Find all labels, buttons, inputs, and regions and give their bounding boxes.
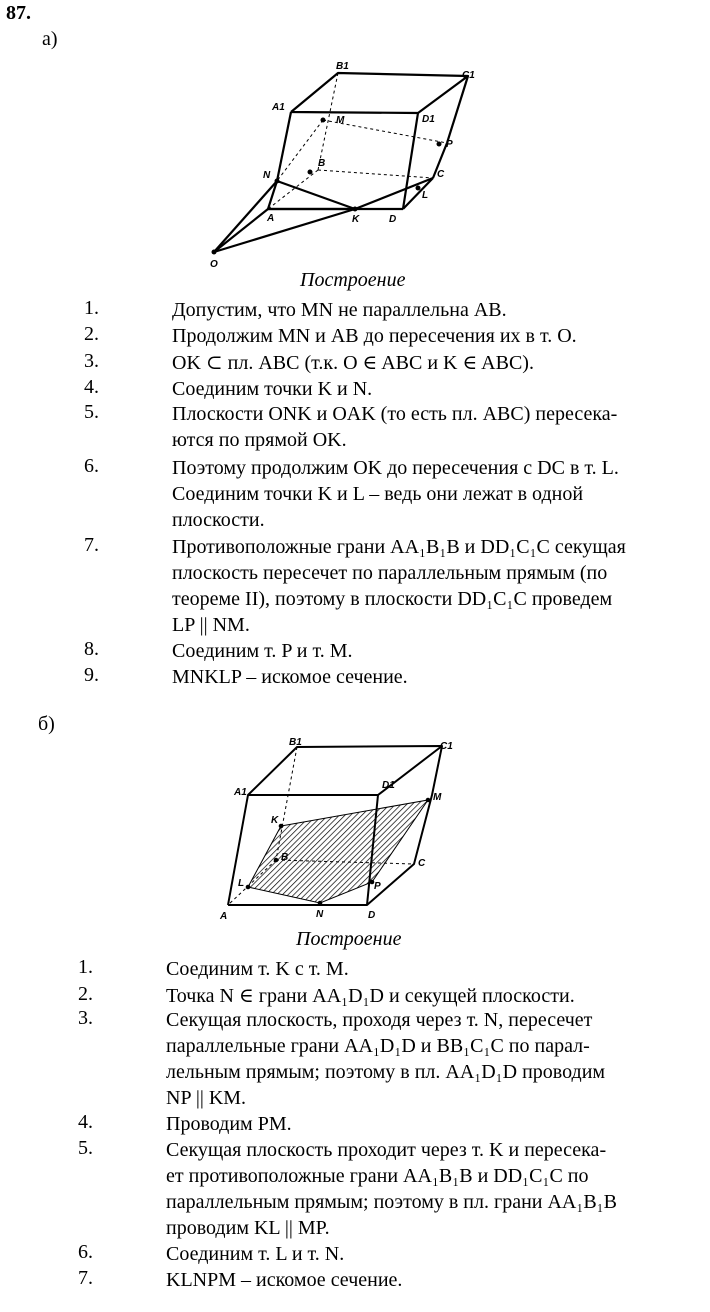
step-b-1-text: Соединим т. K с т. M.: [166, 958, 349, 980]
step-a-6-number: 6.: [84, 455, 99, 477]
label-A1: A1: [272, 102, 285, 113]
label-B1-b: B1: [289, 737, 302, 748]
step-b-7-text: KLNPM – искомое сечение.: [166, 1269, 403, 1291]
label-L-b: L: [238, 878, 245, 889]
label-B-b: B: [281, 852, 289, 863]
figure-b: [215, 730, 475, 930]
step-a-6-text: Поэтому продолжим OK до пересечения с DC в т. L. Соединим точки K и L – ведь они лежат в одной плоскости.: [172, 457, 619, 531]
step-a-5-text: Плоскости ONK и OAK (то есть пл. ABC) пересека- ются по прямой OK.: [172, 403, 618, 451]
figure-a: [200, 55, 500, 275]
label-N: N: [263, 170, 271, 181]
label-D: D: [389, 214, 397, 225]
label-K-b: K: [271, 815, 279, 826]
label-C1-b: C1: [440, 741, 453, 752]
step-a-7-number: 7.: [84, 534, 99, 556]
label-D-b: D: [368, 910, 376, 921]
step-a-8-number: 8.: [84, 638, 99, 660]
step-b-1-number: 1.: [78, 956, 93, 978]
step-a-9-number: 9.: [84, 664, 99, 686]
step-b-4-text: Проводим PM.: [166, 1113, 292, 1135]
label-C: C: [437, 169, 445, 180]
label-A-b: A: [220, 911, 228, 922]
step-a-9-text: MNKLP – искомое сечение.: [172, 666, 408, 688]
label-M: M: [336, 115, 345, 126]
step-a-2-number: 2.: [84, 323, 99, 345]
step-b-3-number: 3.: [78, 1007, 93, 1029]
step-a-4-text: Соединим точки K и N.: [172, 378, 373, 400]
step-b-3-text: Секущая плоскость, проходя через т. N, пересечет параллельные грани AA₁D₁D и BB₁C₁C по парал- лельным прямым; поэтому в пл. AA₁D₁D проводим NP || KM.: [166, 1009, 606, 1109]
step-a-1-number: 1.: [84, 297, 99, 319]
step-b-6-number: 6.: [78, 1241, 93, 1263]
step-b-2-text: Точка N ∈ грани AA₁D₁D и секущей плоскости.: [166, 985, 575, 1007]
step-a-7-text: Противоположные грани AA₁B₁B и DD₁C₁C секущая плоскость пересечет по параллельным прямым (по теореме II), поэтому в плоскости DD₁C₁C проведем LP || NM.: [172, 536, 626, 636]
step-a-3-number: 3.: [84, 350, 99, 372]
step-a-5-number: 5.: [84, 401, 99, 423]
step-a-1-text: Допустим, что MN не параллельна AB.: [172, 299, 507, 321]
step-b-4-number: 4.: [78, 1111, 93, 1133]
step-b-7-number: 7.: [78, 1267, 93, 1289]
label-A1-b: A1: [234, 787, 247, 798]
label-P: P: [446, 139, 453, 150]
label-C1: C1: [462, 70, 475, 81]
label-O: O: [210, 259, 218, 270]
label-D1-b: D1: [382, 780, 395, 791]
problem-number: 87.: [6, 2, 31, 24]
label-A: A: [267, 213, 275, 224]
label-N-b: N: [316, 909, 324, 920]
label-B: B: [318, 158, 326, 169]
step-b-5-number: 5.: [78, 1137, 93, 1159]
label-M-b: M: [433, 792, 442, 803]
step-b-2-number: 2.: [78, 983, 93, 1005]
step-b-5-text: Секущая плоскость проходит через т. K и пересека- ет противоположные грани AA₁B₁B и DD₁C₁C по параллельным прямым; поэтому в пл. грани AA₁B₁B проводим KL || MP.: [166, 1139, 617, 1239]
step-a-4-number: 4.: [84, 376, 99, 398]
step-a-3-text: OK ⊂ пл. ABC (т.к. O ∈ ABC и K ∈ ABC).: [172, 352, 534, 374]
label-L: L: [422, 190, 429, 201]
label-P-b: P: [374, 881, 381, 892]
label-B1: B1: [336, 61, 349, 72]
edge-solid-a: [291, 73, 468, 113]
label-D1: D1: [422, 114, 435, 125]
part-b-label: б): [38, 713, 55, 735]
caption-b: Построение: [296, 928, 402, 950]
step-a-8-text: Соединим т. P и т. M.: [172, 640, 353, 662]
step-b-6-text: Соединим т. L и т. N.: [166, 1243, 345, 1265]
step-a-2-text: Продолжим MN и AB до пересечения их в т. O.: [172, 325, 577, 347]
label-K: K: [352, 214, 360, 225]
caption-a: Построение: [300, 269, 406, 291]
part-a-label: а): [42, 28, 58, 50]
label-C-b: C: [418, 858, 426, 869]
